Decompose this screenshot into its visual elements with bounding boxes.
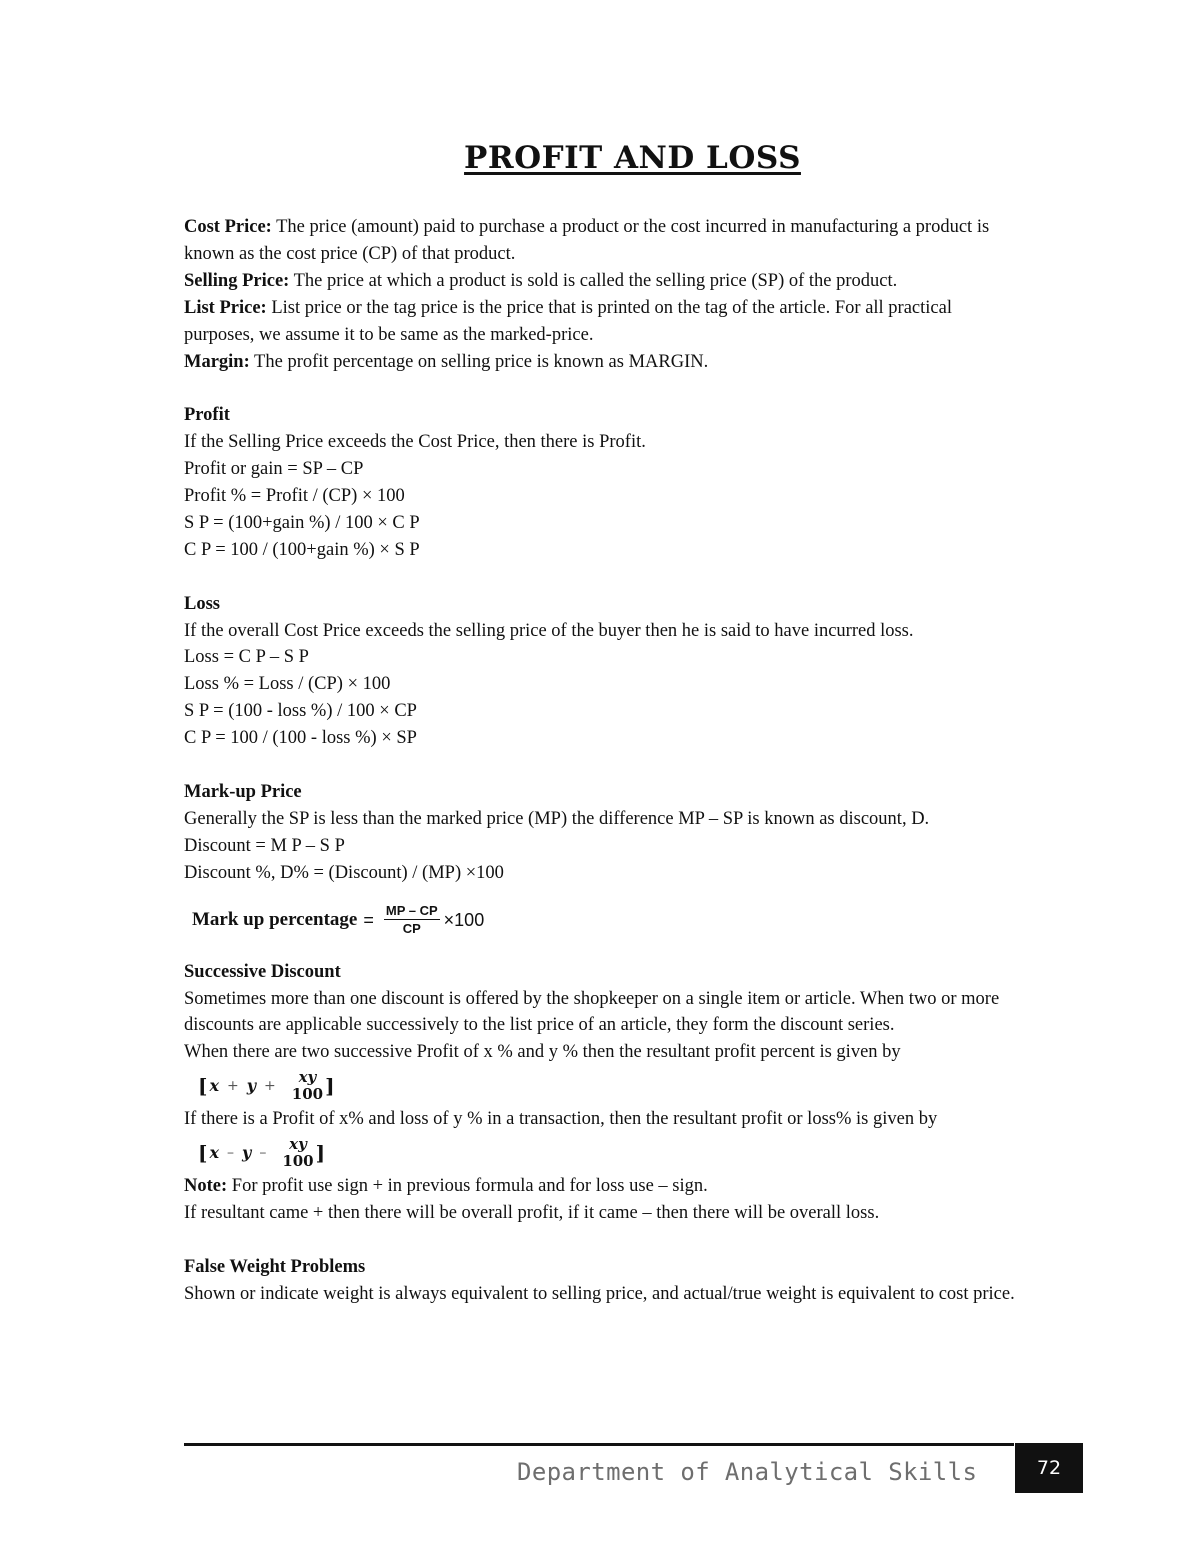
false-weight-paragraph: Shown or indicate weight is always equivalent to selling price, and actual/true weight is equivalent to cost price.	[184, 1283, 1015, 1304]
var-x: x	[209, 1142, 220, 1162]
profit-line: C P = 100 / (100+gain %) × S P	[184, 539, 420, 560]
definition-term: Margin:	[184, 351, 250, 372]
definition-list-price	[184, 295, 1024, 349]
operator: +	[227, 1077, 239, 1094]
formula-multiplier: ×100	[443, 910, 485, 931]
definition-text: The price at which a product is sold is called the selling price (SP) of the product.	[289, 270, 898, 291]
profit-loss-formula	[184, 1133, 1024, 1173]
formula-fraction	[282, 1134, 314, 1170]
footer-department: Department of Analytical Skills	[517, 1458, 978, 1486]
section-heading-successive: Successive Discount	[184, 961, 341, 982]
definition-selling-price	[184, 268, 1024, 295]
definition-term: Cost Price:	[184, 217, 272, 237]
loss-line: Loss % = Loss / (CP) × 100	[184, 674, 391, 695]
successive-paragraph: When there are two successive Profit of x % and y % then the resultant profit percent is given by	[184, 1042, 901, 1063]
loss-line: C P = 100 / (100 - loss %) × SP	[184, 728, 417, 749]
operator: –	[259, 1144, 267, 1161]
formula-numerator: xy	[289, 1134, 307, 1153]
loss-line: If the overall Cost Price exceeds the selling price of the buyer then he is said to have incurred loss.	[184, 620, 914, 641]
var-y: y	[246, 1075, 257, 1095]
content-body	[184, 214, 1024, 1308]
var-y: y	[242, 1142, 252, 1162]
loss-line: S P = (100 - loss %) / 100 × CP	[184, 701, 417, 722]
definition-term: List Price:	[184, 297, 267, 318]
loss-line: Loss = C P – S P	[184, 647, 309, 668]
successive-paragraph: Sometimes more than one discount is offered by the shopkeeper on a single item or article. When two or more discounts are applicable successively to the list price of an article, they form the discount series.	[184, 988, 1000, 1036]
note-term: Note:	[184, 1176, 228, 1197]
footer-rule	[184, 1443, 1014, 1446]
definition-margin	[184, 349, 1024, 376]
bracket-close: ]	[315, 1140, 326, 1165]
note-line	[184, 1173, 1024, 1200]
profit-line: If the Selling Price exceeds the Cost Price, then there is Profit.	[184, 432, 646, 453]
markup-line: Discount = M P – S P	[184, 835, 345, 856]
definition-text: List price or the tag price is the price that is printed on the tag of the article. For all practical purposes, we assume it to be same as the marked-price.	[184, 297, 952, 345]
profit-line: Profit % = Profit / (CP) × 100	[184, 486, 405, 507]
bracket-open: [	[198, 1140, 208, 1165]
definition-text: The profit percentage on selling price is known as MARGIN.	[249, 351, 709, 372]
formula-numerator: xy	[298, 1067, 317, 1086]
formula-label: Mark up percentage	[192, 909, 358, 931]
formula-numerator: MP – CP	[385, 903, 438, 919]
formula-equals: =	[363, 910, 374, 931]
section-heading-markup: Mark-up Price	[184, 781, 302, 802]
operator: +	[264, 1077, 276, 1094]
formula-denominator: CP	[402, 921, 421, 937]
successive-profit-formula	[184, 1066, 1024, 1106]
definition-text: The price (amount) paid to purchase a product or the cost incurred in manufacturing a product is known as the cost price (CP) of that product.	[184, 217, 990, 264]
profit-line: Profit or gain = SP – CP	[184, 459, 364, 480]
formula-fraction	[291, 1067, 324, 1103]
note-text: For profit use sign + in previous formula and for loss use – sign.	[227, 1176, 708, 1197]
section-heading-profit: Profit	[184, 405, 230, 426]
successive-paragraph: If there is a Profit of x% and loss of y % in a transaction, then the resultant profit or loss% is given by	[184, 1109, 938, 1130]
definition-cost-price	[184, 214, 1024, 268]
page-number: 72	[1015, 1443, 1083, 1493]
bracket-open: [	[198, 1073, 208, 1098]
markup-line: Generally the SP is less than the marked price (MP) the difference MP – SP is known as discount, D.	[184, 808, 930, 829]
markup-percentage-formula	[184, 893, 1024, 949]
var-x: x	[209, 1075, 220, 1095]
markup-line: Discount %, D% = (Discount) / (MP) ×100	[184, 862, 504, 883]
definition-term: Selling Price:	[184, 270, 290, 291]
page-title: PROFIT AND LOSS	[464, 140, 801, 176]
section-heading-loss: Loss	[184, 593, 220, 614]
formula-denominator: 100	[291, 1084, 324, 1103]
operator: –	[227, 1144, 235, 1161]
section-heading-false-weight: False Weight Problems	[184, 1256, 366, 1277]
bracket-close: ]	[325, 1073, 335, 1098]
profit-line: S P = (100+gain %) / 100 × C P	[184, 512, 420, 533]
formula-denominator: 100	[282, 1151, 314, 1170]
note-line: If resultant came + then there will be overall profit, if it came – then there will be overall loss.	[184, 1203, 880, 1224]
formula-fraction	[384, 903, 440, 938]
